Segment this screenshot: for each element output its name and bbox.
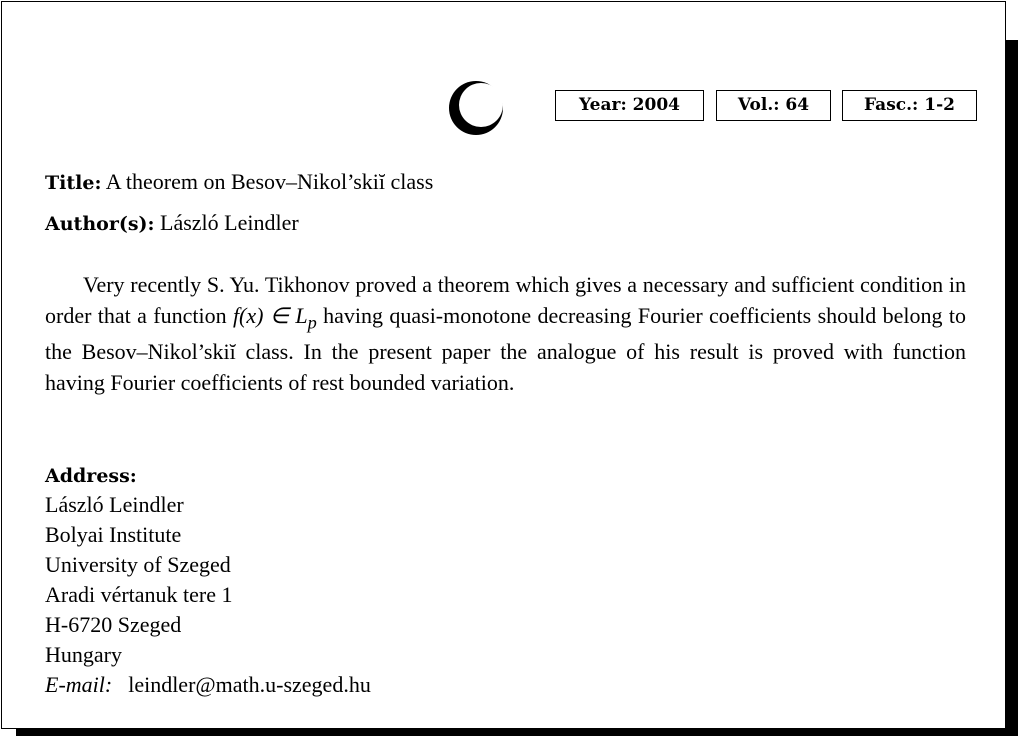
journal-logo-icon xyxy=(448,80,504,136)
abstract xyxy=(45,270,966,398)
authors-line xyxy=(45,210,299,237)
fascicle-box: Fasc.: 1-2 xyxy=(842,90,977,121)
address-line: Hungary xyxy=(45,642,122,667)
email-link[interactable]: leindler@math.u-szeged.hu xyxy=(128,672,371,697)
math-expression xyxy=(232,302,317,332)
address-line: University of Szeged xyxy=(45,552,231,577)
email-label: E-mail: xyxy=(45,672,113,697)
math-subscript: p xyxy=(307,311,317,332)
paper-title: A theorem on Besov–Nikol’skiĭ class xyxy=(105,169,434,194)
math-main: f(x) ∈ L xyxy=(232,302,308,328)
abstract-part-1: Very recently S. Yu. Tikhonov proved a theorem which gives a necessary and sufficient condition in order that a function xyxy=(45,272,966,328)
abstract-part-2: having quasi-monotone decreasing Fourier coefficients should belong to the Besov–Nikol’skiĭ class. In the present paper the analogue of his result is proved with function having Fourier coefficients of rest bounded variation. xyxy=(45,302,966,395)
address-line: László Leindler xyxy=(45,492,184,517)
authors-label: Author(s): xyxy=(45,213,155,235)
email-line xyxy=(45,670,371,700)
address-line: Aradi vértanuk tere 1 xyxy=(45,582,233,607)
address-line: H-6720 Szeged xyxy=(45,612,182,637)
volume-box: Vol.: 64 xyxy=(716,90,831,121)
address-block xyxy=(45,460,371,700)
abstract-card xyxy=(1,1,1006,729)
address-label: Address: xyxy=(45,465,137,487)
address-line: Bolyai Institute xyxy=(45,522,182,547)
abstract-paragraph xyxy=(45,270,966,398)
title-label: Title: xyxy=(45,172,102,194)
year-box: Year: 2004 xyxy=(555,90,704,121)
title-line xyxy=(45,169,433,196)
author-name: László Leindler xyxy=(160,210,299,235)
